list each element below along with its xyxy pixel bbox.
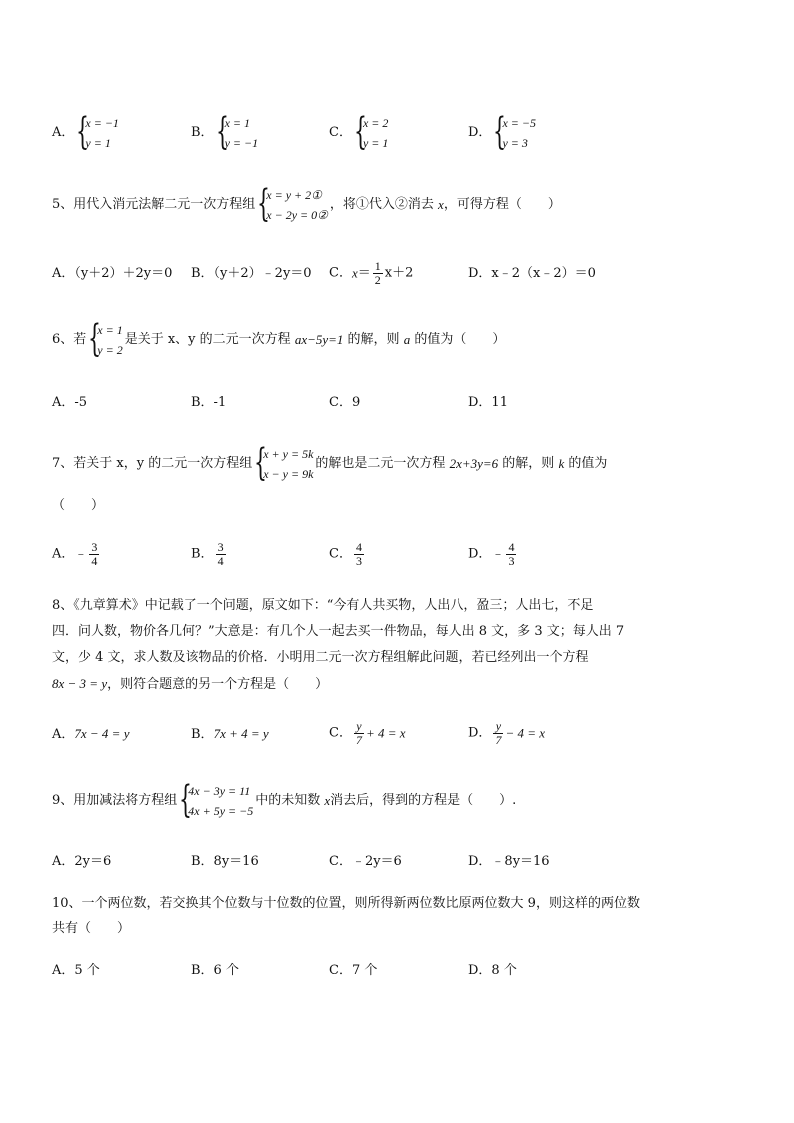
numerator: y [493,720,503,734]
denominator: 2 [374,273,381,287]
q7-option-c [329,541,366,568]
question-text: ，可得方程（ ） [443,197,561,212]
variable: k [558,456,565,471]
denominator: 7 [495,733,502,747]
equation: 8x − 3 = y [52,676,108,691]
q10-option-c: C．7 个 [329,963,378,978]
system-row-2: x − y = 9k [263,467,314,481]
question-text: ，将①代入②消去 [329,197,434,212]
denominator: 3 [355,554,362,568]
numerator: 3 [91,540,98,554]
option-label: C． [329,546,352,562]
option-expression: − 4 = x [505,725,546,741]
fraction [373,260,383,287]
variable: a [403,332,411,347]
q6-option-c: C．9 [329,395,361,410]
q5-option-d: D．x﹣2（x﹣2）＝0 [468,266,596,281]
option-label: D． [468,546,492,562]
left-brace: { [493,110,507,153]
question-text: 是关于 x、y 的二元一次方程 [124,332,291,347]
q6-option-d: D．11 [468,395,508,410]
system-row-1: x = 1 [97,323,123,337]
minus-sign: ﹣ [491,546,505,562]
q5-option-c [329,260,413,287]
q6-option-a: A．-5 [52,395,88,410]
denominator: 3 [508,554,515,568]
numerator: 3 [217,540,224,554]
left-brace: { [88,317,102,360]
q8-line-1: 8、《九章算术》中记载了一个问题，原文如下：“今有人共买物，人出八，盈三；人出七，不足 [52,598,594,613]
fraction [354,541,364,568]
q8-line-4 [52,674,328,695]
numerator: 4 [355,540,362,554]
option-expression: + 4 = x [365,725,406,741]
variable: x [324,793,331,808]
question-text: 的解，则 [502,456,555,471]
equation-system [353,110,389,153]
system-row-1: x = 2 [362,116,389,130]
equation-system [88,317,123,360]
q5-stem [52,182,561,225]
option-expression: 7x + 4 = y [213,726,269,741]
system-row-1: 4x − 3y = 11 [188,784,251,798]
left-brace: { [254,441,268,484]
left-brace: { [257,182,271,225]
q8-option-c [329,720,406,747]
system-row-2: x − 2y = 0② [266,208,328,222]
q4-option-b [191,110,260,153]
q4-option-c [329,110,390,153]
option-label: A． [52,546,75,562]
q6-option-b: B．-1 [191,395,227,410]
numerator: 4 [508,540,515,554]
q8-option-a [52,724,129,745]
option-label: C． [329,265,352,281]
question-text: 的值为（ ） [414,332,506,347]
q7-option-a [52,541,101,568]
equation-system [179,778,254,821]
q8-option-b [191,724,269,745]
fraction [354,720,364,747]
question-text: 7、若关于 x，y 的二元一次方程组 [52,456,253,471]
q9-option-b: B．8y＝16 [191,854,259,869]
option-label: A． [52,125,75,140]
system-row-1: x = −5 [502,116,536,130]
q4-option-a [52,110,121,153]
option-label: C． [329,125,352,140]
system-row-2: y = 2 [97,343,123,357]
system-row-1: x = 1 [224,116,250,130]
q5-option-a: A．（y＋2）＋2y＝0 [52,266,173,281]
left-brace: { [76,110,90,153]
option-expression: x＋2 [384,265,414,281]
system-row-2: y = 1 [362,136,389,150]
equation-system [257,182,328,225]
equation-system [254,441,314,484]
equation-system [76,110,119,153]
q9-option-d: D．﹣8y＝16 [468,854,550,869]
option-label: B． [191,546,214,562]
option-label: D． [468,125,492,140]
equation: 2x+3y=6 [449,456,499,471]
option-label: C． [329,725,352,741]
fraction [89,541,99,568]
q9-option-a: A．2y＝6 [52,854,112,869]
q8-option-d [468,720,545,747]
question-text: 消去后，得到的方程是（ ）. [330,793,517,808]
question-text: 的值为 [568,456,608,471]
system-row-1: x = y + 2① [266,188,322,202]
q8-line-3: 文，少 4 文，求人数及该物品的价格．小明用二元一次方程组解此问题，若已经列出一个方程 [52,650,589,665]
q9-stem [52,778,517,821]
q10-option-d: D．8 个 [468,963,517,978]
left-brace: { [179,778,193,821]
system-row-2: 4x + 5y = −5 [188,804,254,818]
q7-option-d [468,541,518,568]
system-row-1: x = −1 [85,116,119,130]
q7-option-b [191,541,228,568]
option-expression: 7x − 4 = y [74,726,130,741]
equation: ax−5y=1 [294,332,344,347]
q4-option-d [468,110,538,153]
question-text: 6、若 [52,332,87,347]
system-row-2: y = 3 [502,136,528,150]
question-text: 9、用加减法将方程组 [52,793,178,808]
option-label: D． [468,725,492,741]
q10-option-b: B．6 个 [191,963,239,978]
fraction [216,541,226,568]
equation-system [215,110,259,153]
left-brace: { [353,110,367,153]
left-brace: { [215,110,229,153]
variable: x [438,197,444,212]
q9-option-c: C．﹣2y＝6 [329,854,402,869]
question-text: 的解也是二元一次方程 [315,456,446,471]
q7-stem [52,441,608,484]
option-label: B． [191,727,214,742]
option-label: A． [52,727,75,742]
q8-line-2: 四．问人数，物价各几何？”大意是：有几个人一起去买一件物品，每人出 8 文，多 3 文；每人出 7 [52,624,625,639]
q10-line-2: 共有（ ） [52,921,131,936]
numerator: 1 [374,259,381,273]
numerator: y [354,720,364,734]
q5-option-b: B．（y＋2）﹣2y＝0 [191,266,312,281]
minus-sign: ﹣ [74,546,88,562]
equals-sign: ＝ [357,265,371,281]
question-text: 的解，则 [347,332,400,347]
question-text: 中的未知数 [255,793,321,808]
question-text: ，则符合题意的另一个方程是（ ） [107,677,329,692]
q7-answer-paren: （ ） [52,498,105,513]
q10-option-a: A．5 个 [52,963,100,978]
system-row-2: y = 1 [85,136,111,150]
q6-stem [52,317,506,360]
question-text: 5、用代入消元法解二元一次方程组 [52,197,256,212]
denominator: 4 [91,554,98,568]
fraction [493,720,503,747]
fraction [506,541,516,568]
system-row-1: x + y = 5k [263,447,314,461]
q10-line-1: 10、一个两位数，若交换其个位数与十位数的位置，则所得新两位数比原两位数大 9，则这样的两位数 [52,896,640,911]
variable: x [351,265,358,281]
denominator: 7 [355,733,362,747]
equation-system [493,110,536,153]
option-label: B． [191,125,214,140]
denominator: 4 [217,554,224,568]
system-row-2: y = −1 [224,136,259,150]
